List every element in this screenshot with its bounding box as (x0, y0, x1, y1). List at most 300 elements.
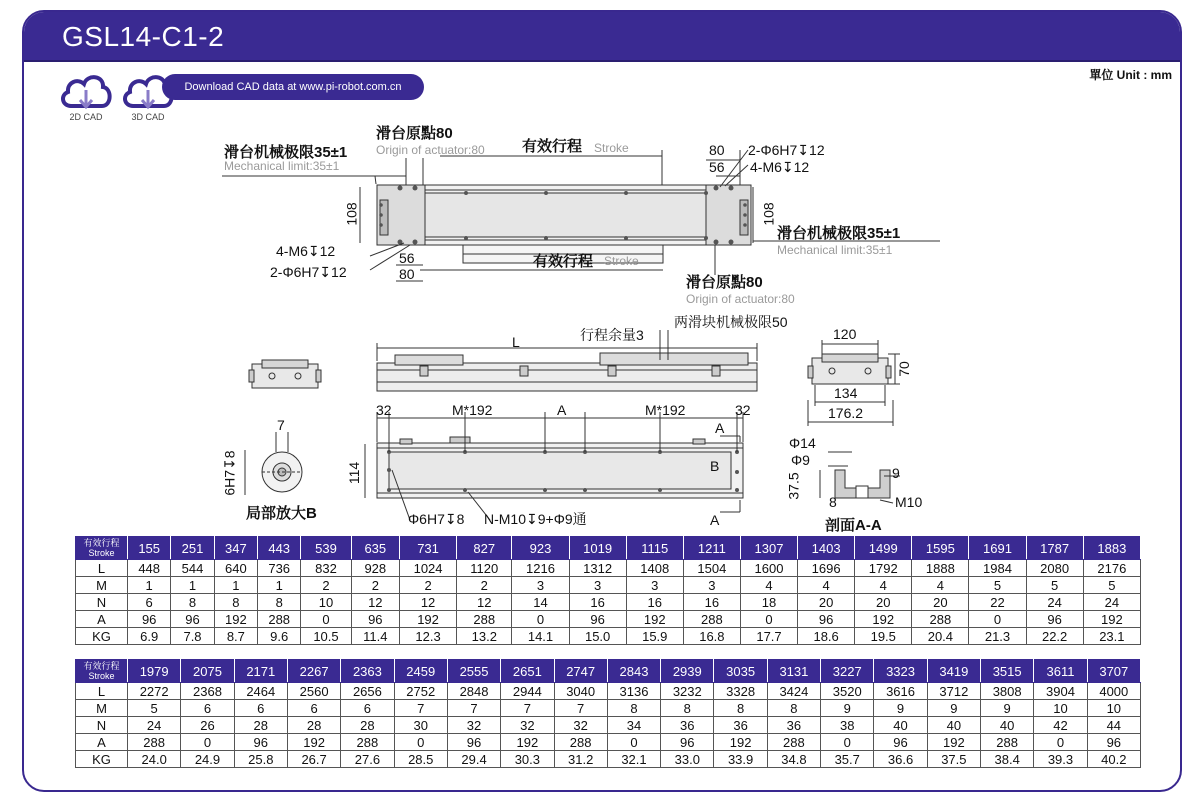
row-label: L (76, 560, 128, 577)
table-row-m (76, 577, 1141, 594)
table-cell: 8 (258, 594, 301, 611)
row-label: N (76, 594, 128, 611)
dim-m192-left: M*192 (452, 402, 493, 418)
table-cell: 10 (301, 594, 351, 611)
table-cell: 32 (554, 717, 607, 734)
section-dim-37-5: 37.5 (785, 472, 802, 500)
table-cell: 0 (1034, 734, 1087, 751)
table-cell: 5 (1083, 577, 1140, 594)
table-cell: 0 (607, 734, 660, 751)
table-cell: 640 (214, 560, 257, 577)
table-cell: 34 (607, 717, 660, 734)
stroke-header-cn: 有效行程 (83, 661, 120, 671)
stroke-value-cell: 2459 (394, 660, 447, 683)
top-view-actuator (377, 185, 751, 266)
table-cell: 5 (1026, 577, 1083, 594)
table-cell: 18 (740, 594, 797, 611)
table-cell: 8 (767, 700, 820, 717)
section-m10: M10 (895, 494, 923, 510)
stroke-value-cell: 731 (400, 537, 457, 560)
detail-pin-hole: 6H7↧8 (221, 450, 238, 496)
table-cell: 288 (258, 611, 301, 628)
table-cell: 96 (447, 734, 500, 751)
table-cell: 928 (351, 560, 399, 577)
table-cell: 0 (394, 734, 447, 751)
origin-label-top-en: Origin of actuator:80 (376, 143, 485, 157)
stroke-value-cell: 1115 (626, 537, 683, 560)
stroke-value-cell: 1499 (855, 537, 912, 560)
table-cell: 6 (341, 700, 394, 717)
table-cell: 24 (128, 717, 181, 734)
table-cell: 14 (512, 594, 569, 611)
table-cell: 3232 (661, 683, 714, 700)
table-cell: 1024 (400, 560, 457, 577)
dim-L: L (512, 334, 520, 350)
stroke-value-cell: 1307 (740, 537, 797, 560)
table-cell: 4 (798, 577, 855, 594)
stroke-value-cell: 1883 (1083, 537, 1140, 560)
stroke-value-cell: 2363 (341, 660, 394, 683)
table-cell: 8 (607, 700, 660, 717)
table-cell: 4000 (1087, 683, 1140, 700)
stroke-value-cell: 1787 (1026, 537, 1083, 560)
table-cell: 4 (912, 577, 969, 594)
table-cell: 2080 (1026, 560, 1083, 577)
table-cell: 2272 (128, 683, 181, 700)
table-cell: 36.6 (874, 751, 927, 768)
table-cell: 3136 (607, 683, 660, 700)
table-cell: 0 (512, 611, 569, 628)
table-cell: 33.9 (714, 751, 767, 768)
table-cell: 2 (400, 577, 457, 594)
stroke-header-cn: 有效行程 (83, 538, 120, 548)
table-cell: 96 (351, 611, 399, 628)
table-cell: 2752 (394, 683, 447, 700)
dim-108-right: 108 (760, 202, 777, 226)
table-cell: 32 (501, 717, 554, 734)
table-cell: 3904 (1034, 683, 1087, 700)
stroke-value-cell: 2651 (501, 660, 554, 683)
table-cell: 23.1 (1083, 628, 1140, 645)
stroke-value-cell: 3227 (821, 660, 874, 683)
table-cell: 10 (1087, 700, 1140, 717)
table-cell: 2464 (234, 683, 287, 700)
section-marker-A-bottom: A (710, 512, 720, 528)
table-cell: 24.9 (181, 751, 234, 768)
table-header-row (76, 537, 1141, 560)
table-cell: 832 (301, 560, 351, 577)
table-cell: 96 (798, 611, 855, 628)
stroke-value-cell: 2267 (287, 660, 340, 683)
stroke-value-cell: 923 (512, 537, 569, 560)
table-cell: 20.4 (912, 628, 969, 645)
table-cell: 33.0 (661, 751, 714, 768)
table-cell: 25.8 (234, 751, 287, 768)
stroke-value-cell: 1595 (912, 537, 969, 560)
table-cell: 192 (927, 734, 980, 751)
table-cell: 28 (341, 717, 394, 734)
table-cell: 10.5 (301, 628, 351, 645)
table-cell: 44 (1087, 717, 1140, 734)
stroke-value-cell: 2939 (661, 660, 714, 683)
dim-80-top: 80 (709, 142, 725, 158)
table-cell: 34.8 (767, 751, 820, 768)
row-label: KG (76, 628, 128, 645)
table-row-l (76, 560, 1141, 577)
table-row-n (76, 594, 1141, 611)
origin-label-bottom-en: Origin of actuator:80 (686, 292, 795, 306)
table-cell: 18.6 (798, 628, 855, 645)
table-cell: 9 (927, 700, 980, 717)
table-cell: 2848 (447, 683, 500, 700)
table-cell: 11.4 (351, 628, 399, 645)
table-cell: 288 (457, 611, 512, 628)
table-cell: 2176 (1083, 560, 1140, 577)
table-cell: 6.9 (128, 628, 171, 645)
table-cell: 36 (661, 717, 714, 734)
detail-dim-7: 7 (277, 417, 285, 433)
tap-hole-bottom: 4-M6↧12 (276, 243, 336, 259)
stroke-value-cell: 1403 (798, 537, 855, 560)
table-cell: 7 (447, 700, 500, 717)
table-cell: 288 (912, 611, 969, 628)
stroke-label-top: 有效行程 (522, 138, 583, 155)
dim-114: 114 (346, 461, 363, 485)
tap-hole-top: 4-M6↧12 (750, 159, 810, 175)
table-cell: 42 (1034, 717, 1087, 734)
table-cell: 288 (554, 734, 607, 751)
table-cell: 15.0 (569, 628, 626, 645)
table-cell: 40 (981, 717, 1034, 734)
stroke-value-cell: 155 (128, 537, 171, 560)
table-cell: 3 (626, 577, 683, 594)
row-label: L (76, 683, 128, 700)
table-cell: 14.1 (512, 628, 569, 645)
table-cell: 3616 (874, 683, 927, 700)
table-cell: 28 (234, 717, 287, 734)
table-cell: 192 (714, 734, 767, 751)
dim-56-top: 56 (709, 159, 725, 175)
table-cell: 0 (181, 734, 234, 751)
dim-A-top: A (557, 402, 567, 418)
row-label: M (76, 700, 128, 717)
stroke-header-en: Stroke (88, 671, 115, 681)
two-slider-limit-label: 两滑块机械极限50 (674, 314, 788, 330)
dim-134: 134 (834, 385, 858, 401)
tap-hole-bottom-view: N-M10↧9+Φ9通 (484, 511, 587, 527)
side-view-actuator (377, 353, 757, 391)
table-cell: 2 (301, 577, 351, 594)
dim-70: 70 (895, 361, 912, 377)
table-cell: 192 (501, 734, 554, 751)
table-cell: 96 (874, 734, 927, 751)
table-cell: 2560 (287, 683, 340, 700)
table-cell: 0 (821, 734, 874, 751)
table-cell: 2944 (501, 683, 554, 700)
end-view-right (808, 354, 891, 384)
stroke-label-bottom-en: Stroke (604, 254, 639, 268)
spec-table-2 (75, 659, 1141, 768)
stroke-value-cell: 443 (258, 537, 301, 560)
table-cell: 3808 (981, 683, 1034, 700)
table-cell: 32 (447, 717, 500, 734)
table-cell: 20 (798, 594, 855, 611)
table-cell: 30 (394, 717, 447, 734)
stroke-value-cell: 251 (171, 537, 214, 560)
table-cell: 6 (287, 700, 340, 717)
cad-3d-label: 3D CAD (131, 112, 165, 122)
table-cell: 1216 (512, 560, 569, 577)
table-cell: 544 (171, 560, 214, 577)
detail-b-label: 局部放大B (246, 505, 317, 522)
pin-hole-top: 2-Φ6H7↧12 (748, 142, 825, 158)
dim-32-left: 32 (376, 402, 392, 418)
table-cell: 2 (457, 577, 512, 594)
dim-56-bottom: 56 (399, 250, 415, 266)
stroke-label-top-en: Stroke (594, 141, 629, 155)
table-cell: 3712 (927, 683, 980, 700)
table-cell: 8 (714, 700, 767, 717)
table-cell: 1408 (626, 560, 683, 577)
section-a-a-label: 剖面A-A (825, 517, 882, 534)
table-row-kg (76, 628, 1141, 645)
stroke-value-cell: 2555 (447, 660, 500, 683)
table-cell: 3040 (554, 683, 607, 700)
table-cell: 96 (171, 611, 214, 628)
table-cell: 36 (767, 717, 820, 734)
table-cell: 0 (740, 611, 797, 628)
table-cell: 192 (626, 611, 683, 628)
section-phi9: Φ9 (791, 452, 810, 468)
table-cell: 288 (981, 734, 1034, 751)
table-cell: 448 (128, 560, 171, 577)
page-title: GSL14-C1-2 (62, 21, 225, 52)
stroke-value-cell: 347 (214, 537, 257, 560)
table-cell: 7 (394, 700, 447, 717)
table-cell: 20 (912, 594, 969, 611)
table-cell: 9 (821, 700, 874, 717)
stroke-value-cell: 3419 (927, 660, 980, 683)
row-label: A (76, 734, 128, 751)
table-cell: 9 (874, 700, 927, 717)
table-cell: 288 (683, 611, 740, 628)
table-cell: 10 (1034, 700, 1087, 717)
table-cell: 24.0 (128, 751, 181, 768)
dim-176: 176.2 (828, 405, 864, 421)
table-cell: 20 (855, 594, 912, 611)
stroke-value-cell: 2171 (234, 660, 287, 683)
table-cell: 192 (400, 611, 457, 628)
table-cell: 1792 (855, 560, 912, 577)
end-view-small (249, 360, 321, 388)
section-dim-8: 8 (829, 494, 837, 510)
table-cell: 6 (234, 700, 287, 717)
mech-limit-label-right-en: Mechanical limit:35±1 (777, 243, 893, 257)
table-cell: 192 (214, 611, 257, 628)
stroke-value-cell: 1691 (969, 537, 1026, 560)
row-label: KG (76, 751, 128, 768)
table-cell: 7.8 (171, 628, 214, 645)
table-cell: 40.2 (1087, 751, 1140, 768)
table-cell: 38 (821, 717, 874, 734)
table-cell: 1 (171, 577, 214, 594)
table-cell: 39.3 (1034, 751, 1087, 768)
table-cell: 30.3 (501, 751, 554, 768)
pin-hole-bottom-view: Φ6H7↧8 (408, 511, 465, 527)
table-cell: 1888 (912, 560, 969, 577)
table-cell: 96 (569, 611, 626, 628)
table-cell: 29.4 (447, 751, 500, 768)
table-cell: 3 (683, 577, 740, 594)
table-row-m (76, 700, 1141, 717)
mech-limit-label-top-en: Mechanical limit:35±1 (224, 159, 340, 173)
cad-2d-label: 2D CAD (69, 112, 103, 122)
stroke-value-cell: 2747 (554, 660, 607, 683)
table-cell: 288 (341, 734, 394, 751)
row-label: M (76, 577, 128, 594)
table-row-a (76, 734, 1141, 751)
table-cell: 28 (287, 717, 340, 734)
stroke-header-cell (76, 660, 128, 683)
table-cell: 28.5 (394, 751, 447, 768)
table-cell: 96 (1026, 611, 1083, 628)
stroke-value-cell: 827 (457, 537, 512, 560)
stroke-value-cell: 1019 (569, 537, 626, 560)
stroke-value-cell: 2843 (607, 660, 660, 683)
table-cell: 6 (128, 594, 171, 611)
stroke-value-cell: 3131 (767, 660, 820, 683)
table-cell: 15.9 (626, 628, 683, 645)
stroke-value-cell: 635 (351, 537, 399, 560)
stroke-value-cell: 3323 (874, 660, 927, 683)
mech-limit-label-top: 滑台机械极限35±1 (224, 144, 348, 161)
table-cell: 32.1 (607, 751, 660, 768)
table-cell: 8 (171, 594, 214, 611)
table-cell: 192 (287, 734, 340, 751)
table-cell: 40 (927, 717, 980, 734)
table-cell: 3328 (714, 683, 767, 700)
table-cell: 35.7 (821, 751, 874, 768)
stroke-value-cell: 1211 (683, 537, 740, 560)
table-cell: 1 (128, 577, 171, 594)
stroke-value-cell: 539 (301, 537, 351, 560)
table-cell: 1312 (569, 560, 626, 577)
table-cell: 40 (874, 717, 927, 734)
table-cell: 4 (740, 577, 797, 594)
table-cell: 22.2 (1026, 628, 1083, 645)
table-cell: 24 (1026, 594, 1083, 611)
table-cell: 17.7 (740, 628, 797, 645)
stroke-value-cell: 3611 (1034, 660, 1087, 683)
table-cell: 7 (501, 700, 554, 717)
mech-limit-label-right: 滑台机械极限35±1 (777, 225, 901, 242)
table-cell: 1600 (740, 560, 797, 577)
table-cell: 16 (683, 594, 740, 611)
table-cell: 12 (351, 594, 399, 611)
table-cell: 36 (714, 717, 767, 734)
table-header-row (76, 660, 1141, 683)
table-cell: 16 (569, 594, 626, 611)
dim-108-left: 108 (343, 202, 360, 226)
download-cad-link[interactable]: Download CAD data at www.pi-robot.com.cn (162, 74, 424, 100)
table-cell: 1 (214, 577, 257, 594)
table-cell: 0 (969, 611, 1026, 628)
table-cell: 2 (351, 577, 399, 594)
table-cell: 16.8 (683, 628, 740, 645)
stroke-value-cell: 2075 (181, 660, 234, 683)
table-row-l (76, 683, 1141, 700)
table-cell: 3520 (821, 683, 874, 700)
table-cell: 288 (767, 734, 820, 751)
stroke-value-cell: 1979 (128, 660, 181, 683)
table-cell: 22 (969, 594, 1026, 611)
table-row-a (76, 611, 1141, 628)
table-cell: 1504 (683, 560, 740, 577)
stroke-header-en: Stroke (88, 548, 115, 558)
table-row-kg (76, 751, 1141, 768)
table-cell: 12 (457, 594, 512, 611)
stroke-margin-label: 行程余量3 (580, 327, 644, 343)
table-cell: 12 (400, 594, 457, 611)
dim-120: 120 (833, 326, 857, 342)
table-cell: 8 (661, 700, 714, 717)
table-cell: 96 (661, 734, 714, 751)
table-cell: 192 (1083, 611, 1140, 628)
table-cell: 96 (234, 734, 287, 751)
table-cell: 24 (1083, 594, 1140, 611)
table-cell: 1120 (457, 560, 512, 577)
section-phi14: Φ14 (789, 435, 816, 451)
table-cell: 3 (512, 577, 569, 594)
table-cell: 19.5 (855, 628, 912, 645)
table-row-n (76, 717, 1141, 734)
table-cell: 31.2 (554, 751, 607, 768)
table-cell: 8 (214, 594, 257, 611)
stroke-label-bottom: 有效行程 (533, 253, 594, 270)
table-cell: 96 (1087, 734, 1140, 751)
origin-label-top: 滑台原點80 (376, 125, 453, 142)
table-cell: 12.3 (400, 628, 457, 645)
dim-m192-right: M*192 (645, 402, 686, 418)
spec-table-1 (75, 536, 1141, 645)
dim-32-right: 32 (735, 402, 751, 418)
table-cell: 13.2 (457, 628, 512, 645)
table-cell: 2656 (341, 683, 394, 700)
table-cell: 1 (258, 577, 301, 594)
table-cell: 736 (258, 560, 301, 577)
table-cell: 9.6 (258, 628, 301, 645)
table-cell: 3 (569, 577, 626, 594)
bottom-view-actuator (377, 437, 743, 498)
table-cell: 2368 (181, 683, 234, 700)
table-cell: 26.7 (287, 751, 340, 768)
table-cell: 7 (554, 700, 607, 717)
table-cell: 3424 (767, 683, 820, 700)
table-cell: 1984 (969, 560, 1026, 577)
stroke-header-cell (76, 537, 128, 560)
table-cell: 37.5 (927, 751, 980, 768)
stroke-value-cell: 3515 (981, 660, 1034, 683)
section-dim-9: 9 (892, 465, 900, 481)
table-cell: 27.6 (341, 751, 394, 768)
pin-hole-bottom: 2-Φ6H7↧12 (270, 264, 347, 280)
section-marker-A-top: A (715, 420, 725, 436)
table-cell: 1696 (798, 560, 855, 577)
table-cell: 192 (855, 611, 912, 628)
stroke-value-cell: 3035 (714, 660, 767, 683)
table-cell: 5 (969, 577, 1026, 594)
stroke-value-cell: 3707 (1087, 660, 1140, 683)
